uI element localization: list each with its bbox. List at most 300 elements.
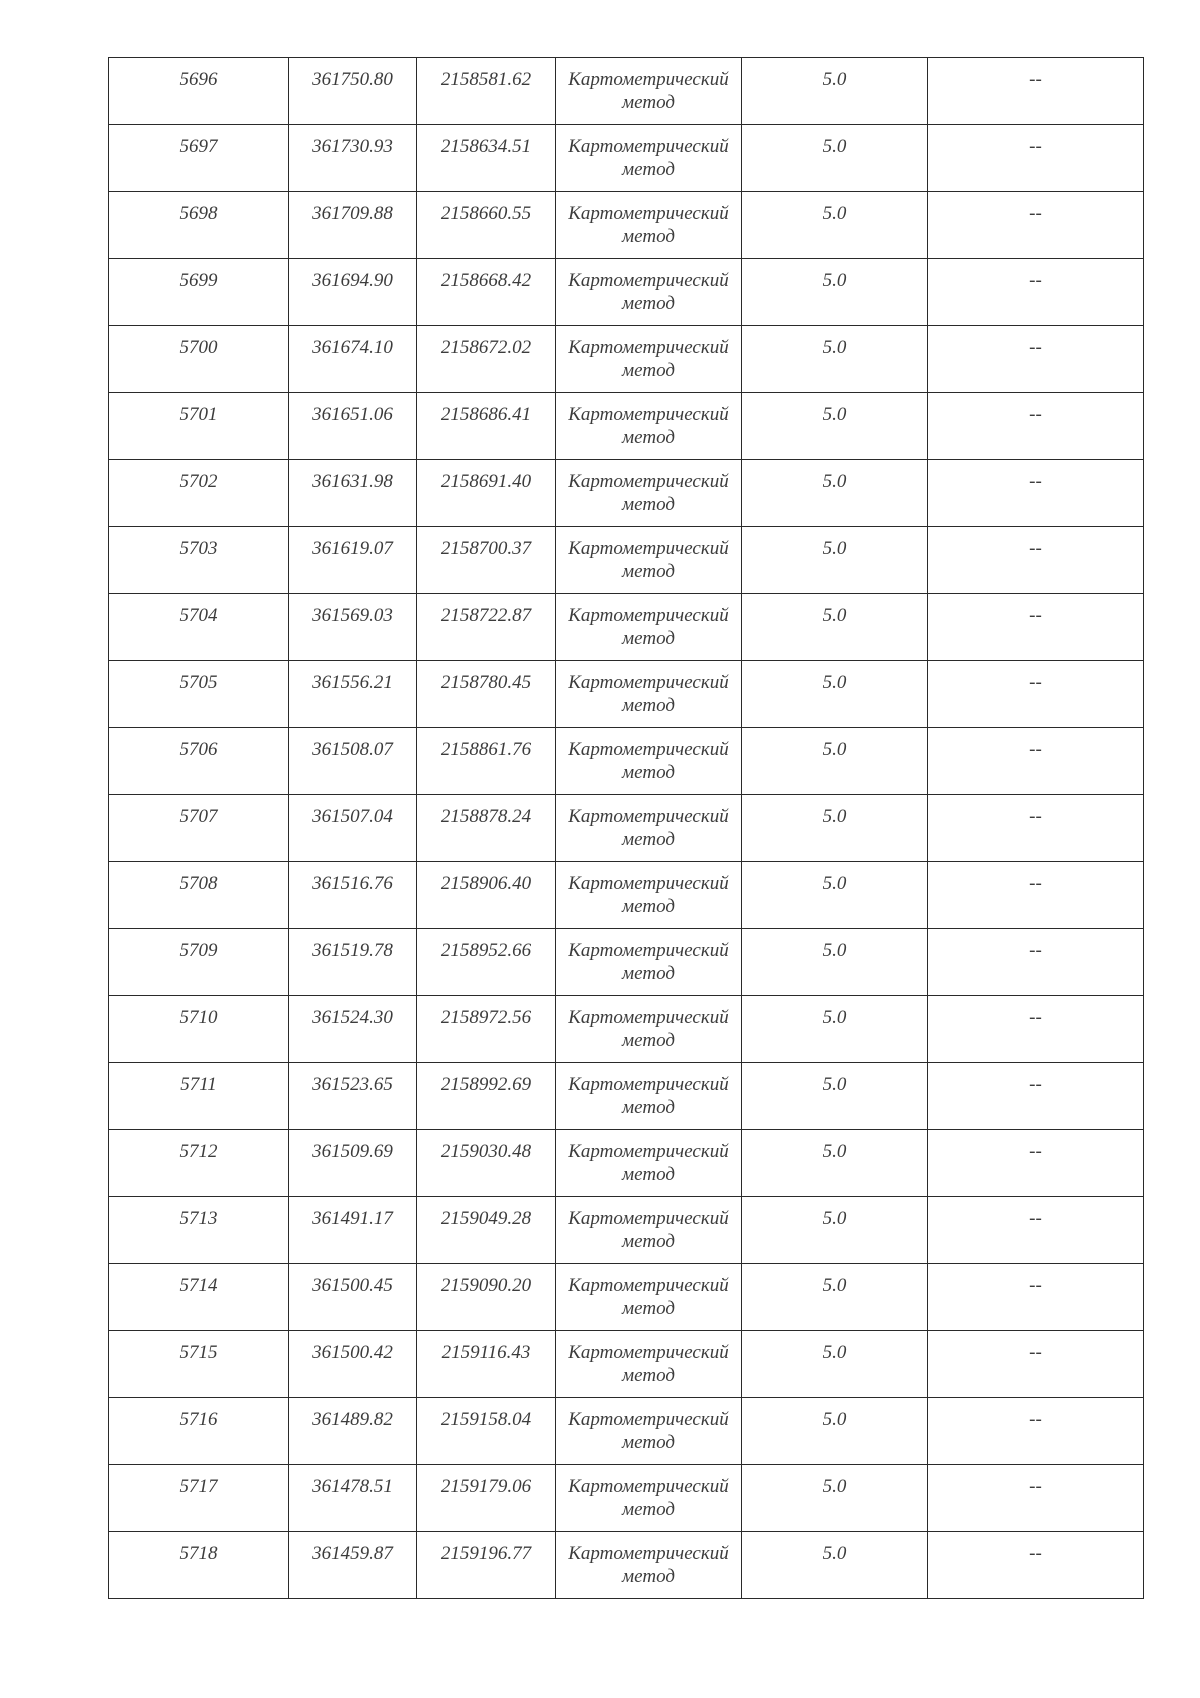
- note-cell: [928, 326, 1144, 393]
- note-cell-text: --: [1029, 1543, 1042, 1564]
- y-coordinate-cell-text: 2159196.77: [440, 1543, 532, 1564]
- x-coordinate-cell-text: 361459.87: [312, 1543, 393, 1564]
- accuracy-cell: [742, 1264, 928, 1331]
- x-coordinate-cell-text: 361478.51: [312, 1476, 393, 1497]
- y-coordinate-cell: [417, 1063, 556, 1130]
- point-number-cell-text: 5704: [179, 605, 218, 626]
- note-cell: [928, 1465, 1144, 1532]
- method-cell: [556, 460, 742, 527]
- y-coordinate-cell: [417, 58, 556, 125]
- point-number-cell: [109, 58, 289, 125]
- y-coordinate-cell: [417, 259, 556, 326]
- accuracy-cell-text: 5.0: [822, 1208, 847, 1229]
- table-row: [109, 1465, 1144, 1532]
- table-row: [109, 1063, 1144, 1130]
- note-cell-text: --: [1029, 1476, 1042, 1497]
- x-coordinate-cell-text: 361556.21: [312, 672, 393, 693]
- x-coordinate-cell: [289, 192, 417, 259]
- accuracy-cell: [742, 594, 928, 661]
- note-cell-text: --: [1029, 672, 1042, 693]
- note-cell: [928, 393, 1144, 460]
- point-number-cell-text: 5697: [179, 136, 218, 157]
- point-number-cell-text: 5696: [179, 69, 218, 90]
- point-number-cell: [109, 1398, 289, 1465]
- accuracy-cell-text: 5.0: [822, 1543, 847, 1564]
- table-row: [109, 594, 1144, 661]
- accuracy-cell: [742, 192, 928, 259]
- point-number-cell-text: 5699: [179, 270, 218, 291]
- y-coordinate-cell-text: 2158634.51: [440, 136, 532, 157]
- accuracy-cell: [742, 393, 928, 460]
- x-coordinate-cell: [289, 1197, 417, 1264]
- table-row: [109, 1398, 1144, 1465]
- y-coordinate-cell-text: 2158878.24: [440, 806, 532, 827]
- note-cell-text: --: [1029, 136, 1042, 157]
- method-cell: [556, 996, 742, 1063]
- y-coordinate-cell: [417, 527, 556, 594]
- method-cell-text: Картометрический метод: [568, 1208, 729, 1252]
- accuracy-cell: [742, 1130, 928, 1197]
- point-number-cell: [109, 1532, 289, 1599]
- accuracy-cell-text: 5.0: [822, 806, 847, 827]
- method-cell: [556, 1197, 742, 1264]
- point-number-cell-text: 5716: [179, 1409, 218, 1430]
- method-cell: [556, 1398, 742, 1465]
- note-cell: [928, 1130, 1144, 1197]
- point-number-cell: [109, 326, 289, 393]
- table-row: [109, 661, 1144, 728]
- accuracy-cell: [742, 862, 928, 929]
- method-cell-text: Картометрический метод: [568, 806, 729, 850]
- note-cell: [928, 728, 1144, 795]
- y-coordinate-cell: [417, 1197, 556, 1264]
- note-cell-text: --: [1029, 1208, 1042, 1229]
- point-number-cell-text: 5701: [179, 404, 218, 425]
- accuracy-cell-text: 5.0: [822, 69, 847, 90]
- point-number-cell-text: 5703: [179, 538, 218, 559]
- table-row: [109, 1532, 1144, 1599]
- table-row: [109, 192, 1144, 259]
- method-cell-text: Картометрический метод: [568, 203, 729, 247]
- table-row: [109, 125, 1144, 192]
- method-cell-text: Картометрический метод: [568, 538, 729, 582]
- y-coordinate-cell: [417, 1465, 556, 1532]
- y-coordinate-cell-text: 2158700.37: [440, 538, 532, 559]
- accuracy-cell-text: 5.0: [822, 1342, 847, 1363]
- accuracy-cell: [742, 795, 928, 862]
- x-coordinate-cell-text: 361508.07: [312, 739, 393, 760]
- y-coordinate-cell-text: 2158672.02: [440, 337, 532, 358]
- x-coordinate-cell: [289, 259, 417, 326]
- accuracy-cell-text: 5.0: [822, 605, 847, 626]
- x-coordinate-cell: [289, 594, 417, 661]
- note-cell: [928, 1197, 1144, 1264]
- method-cell: [556, 661, 742, 728]
- method-cell-text: Картометрический метод: [568, 337, 729, 381]
- x-coordinate-cell-text: 361491.17: [312, 1208, 393, 1229]
- note-cell: [928, 1532, 1144, 1599]
- method-cell-text: Картометрический метод: [568, 873, 729, 917]
- point-number-cell: [109, 259, 289, 326]
- x-coordinate-cell-text: 361750.80: [312, 69, 393, 90]
- method-cell: [556, 862, 742, 929]
- y-coordinate-cell: [417, 393, 556, 460]
- y-coordinate-cell: [417, 1264, 556, 1331]
- method-cell: [556, 929, 742, 996]
- note-cell-text: --: [1029, 404, 1042, 425]
- accuracy-cell: [742, 326, 928, 393]
- accuracy-cell-text: 5.0: [822, 337, 847, 358]
- method-cell: [556, 125, 742, 192]
- y-coordinate-cell-text: 2158780.45: [440, 672, 532, 693]
- note-cell-text: --: [1029, 806, 1042, 827]
- y-coordinate-cell: [417, 1331, 556, 1398]
- point-number-cell-text: 5717: [179, 1476, 218, 1497]
- point-number-cell-text: 5711: [180, 1074, 217, 1095]
- point-number-cell: [109, 125, 289, 192]
- y-coordinate-cell: [417, 192, 556, 259]
- method-cell-text: Картометрический метод: [568, 1141, 729, 1185]
- method-cell-text: Картометрический метод: [568, 1074, 729, 1118]
- method-cell-text: Картометрический метод: [568, 404, 729, 448]
- accuracy-cell-text: 5.0: [822, 404, 847, 425]
- accuracy-cell-text: 5.0: [822, 1409, 847, 1430]
- y-coordinate-cell-text: 2159030.48: [440, 1141, 532, 1162]
- table-row: [109, 326, 1144, 393]
- x-coordinate-cell: [289, 862, 417, 929]
- point-number-cell: [109, 728, 289, 795]
- accuracy-cell: [742, 1465, 928, 1532]
- note-cell-text: --: [1029, 1007, 1042, 1028]
- point-number-cell-text: 5714: [179, 1275, 218, 1296]
- method-cell: [556, 1130, 742, 1197]
- point-number-cell-text: 5709: [179, 940, 218, 961]
- y-coordinate-cell-text: 2158972.56: [440, 1007, 532, 1028]
- point-number-cell-text: 5698: [179, 203, 218, 224]
- accuracy-cell-text: 5.0: [822, 1074, 847, 1095]
- x-coordinate-cell: [289, 929, 417, 996]
- method-cell: [556, 1331, 742, 1398]
- x-coordinate-cell-text: 361507.04: [312, 806, 393, 827]
- accuracy-cell: [742, 460, 928, 527]
- method-cell: [556, 795, 742, 862]
- accuracy-cell: [742, 125, 928, 192]
- point-number-cell: [109, 1465, 289, 1532]
- y-coordinate-cell-text: 2159116.43: [441, 1342, 531, 1363]
- point-number-cell: [109, 929, 289, 996]
- accuracy-cell-text: 5.0: [822, 672, 847, 693]
- point-number-cell: [109, 192, 289, 259]
- point-number-cell: [109, 996, 289, 1063]
- y-coordinate-cell-text: 2159049.28: [440, 1208, 532, 1229]
- note-cell: [928, 1264, 1144, 1331]
- y-coordinate-cell-text: 2158861.76: [440, 739, 532, 760]
- y-coordinate-cell: [417, 1398, 556, 1465]
- x-coordinate-cell-text: 361524.30: [312, 1007, 393, 1028]
- x-coordinate-cell: [289, 1130, 417, 1197]
- y-coordinate-cell: [417, 1130, 556, 1197]
- y-coordinate-cell: [417, 1532, 556, 1599]
- note-cell: [928, 661, 1144, 728]
- x-coordinate-cell: [289, 460, 417, 527]
- point-number-cell: [109, 1264, 289, 1331]
- accuracy-cell-text: 5.0: [822, 940, 847, 961]
- method-cell: [556, 728, 742, 795]
- x-coordinate-cell: [289, 728, 417, 795]
- accuracy-cell-text: 5.0: [822, 136, 847, 157]
- note-cell: [928, 1063, 1144, 1130]
- x-coordinate-cell: [289, 996, 417, 1063]
- y-coordinate-cell-text: 2158952.66: [440, 940, 532, 961]
- point-number-cell-text: 5700: [179, 337, 218, 358]
- method-cell: [556, 1264, 742, 1331]
- accuracy-cell-text: 5.0: [822, 538, 847, 559]
- method-cell-text: Картометрический метод: [568, 69, 729, 113]
- point-number-cell-text: 5718: [179, 1543, 218, 1564]
- accuracy-cell-text: 5.0: [822, 203, 847, 224]
- y-coordinate-cell: [417, 929, 556, 996]
- x-coordinate-cell: [289, 1532, 417, 1599]
- coordinates-table: [108, 57, 1144, 1599]
- method-cell-text: Картометрический метод: [568, 1543, 729, 1587]
- x-coordinate-cell-text: 361500.45: [312, 1275, 393, 1296]
- y-coordinate-cell: [417, 996, 556, 1063]
- x-coordinate-cell-text: 361523.65: [312, 1074, 393, 1095]
- accuracy-cell: [742, 929, 928, 996]
- method-cell: [556, 1063, 742, 1130]
- y-coordinate-cell-text: 2158691.40: [440, 471, 532, 492]
- point-number-cell: [109, 1063, 289, 1130]
- point-number-cell: [109, 393, 289, 460]
- x-coordinate-cell: [289, 1465, 417, 1532]
- x-coordinate-cell: [289, 527, 417, 594]
- note-cell-text: --: [1029, 1342, 1042, 1363]
- method-cell-text: Картометрический метод: [568, 739, 729, 783]
- note-cell-text: --: [1029, 1141, 1042, 1162]
- point-number-cell: [109, 1130, 289, 1197]
- method-cell: [556, 1465, 742, 1532]
- note-cell: [928, 192, 1144, 259]
- x-coordinate-cell-text: 361619.07: [312, 538, 393, 559]
- note-cell: [928, 594, 1144, 661]
- y-coordinate-cell: [417, 728, 556, 795]
- x-coordinate-cell-text: 361569.03: [312, 605, 393, 626]
- point-number-cell-text: 5715: [179, 1342, 218, 1363]
- x-coordinate-cell-text: 361509.69: [312, 1141, 393, 1162]
- accuracy-cell: [742, 1532, 928, 1599]
- note-cell-text: --: [1029, 538, 1042, 559]
- point-number-cell-text: 5705: [179, 672, 218, 693]
- table-row: [109, 460, 1144, 527]
- y-coordinate-cell: [417, 661, 556, 728]
- point-number-cell: [109, 795, 289, 862]
- method-cell-text: Картометрический метод: [568, 136, 729, 180]
- y-coordinate-cell-text: 2158992.69: [440, 1074, 532, 1095]
- table-row: [109, 1130, 1144, 1197]
- y-coordinate-cell: [417, 795, 556, 862]
- point-number-cell-text: 5710: [179, 1007, 218, 1028]
- x-coordinate-cell-text: 361694.90: [312, 270, 393, 291]
- note-cell: [928, 259, 1144, 326]
- point-number-cell-text: 5707: [179, 806, 218, 827]
- y-coordinate-cell-text: 2158722.87: [440, 605, 532, 626]
- x-coordinate-cell-text: 361674.10: [312, 337, 393, 358]
- y-coordinate-cell: [417, 326, 556, 393]
- table-row: [109, 393, 1144, 460]
- note-cell: [928, 795, 1144, 862]
- method-cell-text: Картометрический метод: [568, 1007, 729, 1051]
- method-cell-text: Картометрический метод: [568, 1275, 729, 1319]
- point-number-cell: [109, 862, 289, 929]
- note-cell: [928, 125, 1144, 192]
- accuracy-cell-text: 5.0: [822, 739, 847, 760]
- note-cell-text: --: [1029, 69, 1042, 90]
- note-cell-text: --: [1029, 940, 1042, 961]
- method-cell: [556, 326, 742, 393]
- x-coordinate-cell: [289, 326, 417, 393]
- table-row: [109, 929, 1144, 996]
- accuracy-cell-text: 5.0: [822, 471, 847, 492]
- x-coordinate-cell-text: 361500.42: [312, 1342, 393, 1363]
- note-cell-text: --: [1029, 337, 1042, 358]
- method-cell-text: Картометрический метод: [568, 1342, 729, 1386]
- accuracy-cell: [742, 1331, 928, 1398]
- y-coordinate-cell-text: 2158668.42: [440, 270, 532, 291]
- accuracy-cell-text: 5.0: [822, 1275, 847, 1296]
- y-coordinate-cell-text: 2158660.55: [440, 203, 532, 224]
- method-cell-text: Картометрический метод: [568, 605, 729, 649]
- table-row: [109, 1264, 1144, 1331]
- x-coordinate-cell: [289, 393, 417, 460]
- accuracy-cell: [742, 1063, 928, 1130]
- table-row: [109, 862, 1144, 929]
- y-coordinate-cell: [417, 594, 556, 661]
- point-number-cell-text: 5706: [179, 739, 218, 760]
- note-cell-text: --: [1029, 1409, 1042, 1430]
- method-cell-text: Картометрический метод: [568, 940, 729, 984]
- x-coordinate-cell-text: 361651.06: [312, 404, 393, 425]
- y-coordinate-cell: [417, 125, 556, 192]
- x-coordinate-cell: [289, 125, 417, 192]
- method-cell: [556, 527, 742, 594]
- point-number-cell: [109, 527, 289, 594]
- accuracy-cell: [742, 728, 928, 795]
- method-cell: [556, 58, 742, 125]
- method-cell: [556, 594, 742, 661]
- method-cell-text: Картометрический метод: [568, 1476, 729, 1520]
- accuracy-cell: [742, 996, 928, 1063]
- table-row: [109, 728, 1144, 795]
- note-cell-text: --: [1029, 1275, 1042, 1296]
- x-coordinate-cell: [289, 1398, 417, 1465]
- x-coordinate-cell: [289, 1264, 417, 1331]
- x-coordinate-cell-text: 361516.76: [312, 873, 393, 894]
- y-coordinate-cell-text: 2159158.04: [440, 1409, 532, 1430]
- table-row: [109, 1331, 1144, 1398]
- table-row: [109, 527, 1144, 594]
- table-row: [109, 795, 1144, 862]
- method-cell-text: Картометрический метод: [568, 672, 729, 716]
- y-coordinate-cell-text: 2158906.40: [440, 873, 532, 894]
- note-cell-text: --: [1029, 270, 1042, 291]
- y-coordinate-cell-text: 2159179.06: [440, 1476, 532, 1497]
- accuracy-cell-text: 5.0: [822, 1141, 847, 1162]
- note-cell-text: --: [1029, 605, 1042, 626]
- point-number-cell: [109, 661, 289, 728]
- method-cell-text: Картометрический метод: [568, 270, 729, 314]
- note-cell: [928, 460, 1144, 527]
- point-number-cell: [109, 594, 289, 661]
- accuracy-cell: [742, 527, 928, 594]
- method-cell: [556, 1532, 742, 1599]
- point-number-cell: [109, 460, 289, 527]
- accuracy-cell-text: 5.0: [822, 270, 847, 291]
- note-cell-text: --: [1029, 739, 1042, 760]
- point-number-cell-text: 5713: [179, 1208, 218, 1229]
- accuracy-cell: [742, 661, 928, 728]
- method-cell-text: Картометрический метод: [568, 1409, 729, 1453]
- y-coordinate-cell-text: 2159090.20: [440, 1275, 532, 1296]
- accuracy-cell: [742, 58, 928, 125]
- y-coordinate-cell-text: 2158581.62: [440, 69, 532, 90]
- x-coordinate-cell-text: 361489.82: [312, 1409, 393, 1430]
- y-coordinate-cell: [417, 862, 556, 929]
- method-cell: [556, 192, 742, 259]
- note-cell: [928, 1398, 1144, 1465]
- point-number-cell-text: 5708: [179, 873, 218, 894]
- table-row: [109, 996, 1144, 1063]
- note-cell-text: --: [1029, 1074, 1042, 1095]
- point-number-cell-text: 5702: [179, 471, 218, 492]
- note-cell: [928, 929, 1144, 996]
- x-coordinate-cell: [289, 1331, 417, 1398]
- point-number-cell: [109, 1331, 289, 1398]
- x-coordinate-cell: [289, 661, 417, 728]
- point-number-cell: [109, 1197, 289, 1264]
- accuracy-cell: [742, 1197, 928, 1264]
- note-cell-text: --: [1029, 471, 1042, 492]
- accuracy-cell-text: 5.0: [822, 1007, 847, 1028]
- note-cell: [928, 58, 1144, 125]
- note-cell: [928, 1331, 1144, 1398]
- y-coordinate-cell-text: 2158686.41: [440, 404, 532, 425]
- coordinates-table-body: [109, 58, 1144, 1599]
- y-coordinate-cell: [417, 460, 556, 527]
- note-cell-text: --: [1029, 203, 1042, 224]
- method-cell: [556, 259, 742, 326]
- table-row: [109, 1197, 1144, 1264]
- note-cell: [928, 527, 1144, 594]
- note-cell-text: --: [1029, 873, 1042, 894]
- method-cell: [556, 393, 742, 460]
- x-coordinate-cell-text: 361709.88: [312, 203, 393, 224]
- table-row: [109, 259, 1144, 326]
- table-row: [109, 58, 1144, 125]
- x-coordinate-cell-text: 361730.93: [312, 136, 393, 157]
- x-coordinate-cell: [289, 795, 417, 862]
- x-coordinate-cell: [289, 1063, 417, 1130]
- note-cell: [928, 996, 1144, 1063]
- x-coordinate-cell-text: 361519.78: [312, 940, 393, 961]
- x-coordinate-cell: [289, 58, 417, 125]
- point-number-cell-text: 5712: [179, 1141, 218, 1162]
- accuracy-cell-text: 5.0: [822, 873, 847, 894]
- accuracy-cell: [742, 259, 928, 326]
- x-coordinate-cell-text: 361631.98: [312, 471, 393, 492]
- accuracy-cell: [742, 1398, 928, 1465]
- accuracy-cell-text: 5.0: [822, 1476, 847, 1497]
- method-cell-text: Картометрический метод: [568, 471, 729, 515]
